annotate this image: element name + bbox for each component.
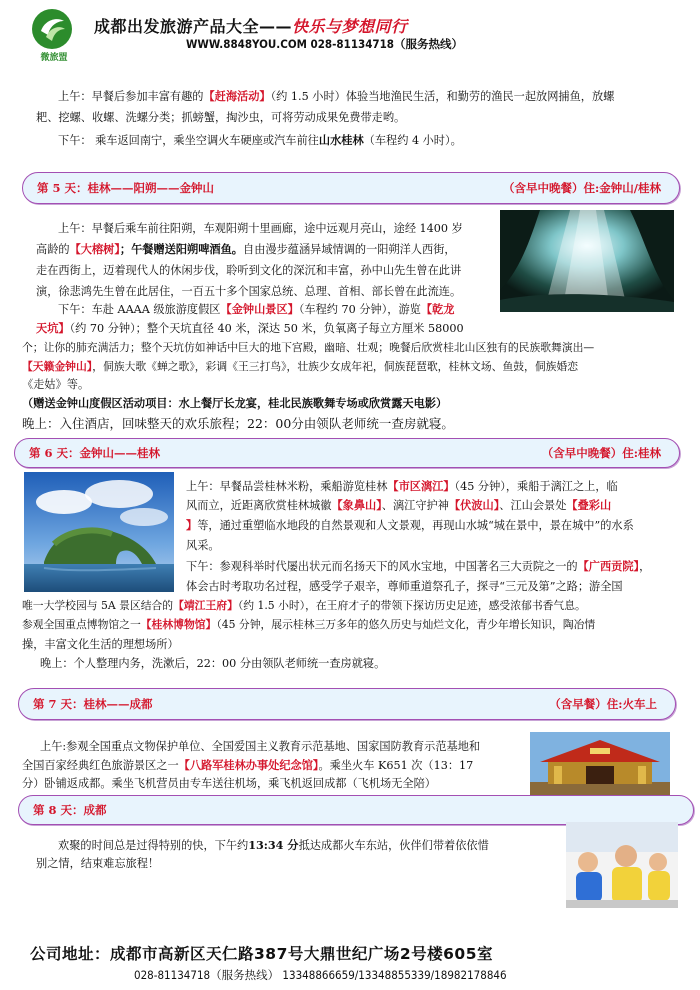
group-photo [566, 822, 678, 908]
day4-morning-line2: 耙、挖螺、收螺、洗螺分类；抓螃蟹，掏沙虫，可将劳动成果免费带走哟。 [36, 111, 406, 124]
contact-line: WWW.8848YOU.COM 028-81134718（服务热线） [186, 37, 464, 51]
day5-line8: 【天籁金钟山】，侗族大歌《蝉之歌》，彩调《王三打鸟》，壮族少女成年祀，侗族琵琶歌，桂林文场、鱼鼓，侗族婚恋 [22, 360, 579, 373]
day6-line5: 下午：参观科举时代屡出状元而名扬天下的风水宝地，中国著名三大贡院之一的【广西贡院】， [186, 559, 651, 573]
day5-line7: 个；让你的肺充满活力；整个天坑仿如神话中巨大的地下宫殿，幽暗、壮观；晚餐后欣赏桂北山区独有的民族歌舞演出— [22, 341, 595, 354]
day5-line3: 走在西街上，迈着现代人的休闲步伐，聆听到文化的深沉和丰富，孙中山先生曾在此讲 [36, 264, 462, 277]
day7-line1: 上午:参观全国重点文物保护单位、全国爱国主义教育示范基地、国家国防教育示范基地和 [40, 740, 481, 753]
company-address: 公司地址：成都市高新区天仁路387号大鼎世纪广场2号楼605室 [30, 945, 493, 963]
day8-banner [18, 795, 694, 825]
day5-banner [22, 172, 680, 204]
day4-afternoon: 下午： 乘车返回南宁，乘坐空调火车硬座或汽车前往山水桂林（车程约 4 小时）。 [58, 133, 462, 147]
day5-meals: （含早中晚餐）住:金钟山/桂林 [503, 181, 661, 195]
cave-photo [500, 210, 674, 312]
day5-line2: 高龄的【大榕树】；午餐赠送阳朔啤酒鱼。自由漫步蕴涵异域情调的一阳朔洋人西街， [36, 242, 456, 256]
day5-evening: 晚上：入住酒店，回味整天的欢乐旅程；22：00分由领队老师统一查房就寝。 [22, 416, 454, 431]
day6-meals: （含早中晚餐）住:桂林 [541, 446, 661, 460]
day6-line3: 】等，通过重塑临水地段的自然景观和人文景观，再现山水城“城在景中，景在城中”的水系 [186, 518, 634, 532]
day5-line9: 《走姑》等。 [22, 378, 90, 391]
day6-line2: 风而立，近距离欣赏桂林城徽【象鼻山】、漓江守护神【伏波山】、江山会景处【叠彩山 [186, 498, 612, 512]
day4-morning-line1: 上午：早餐后参加丰富有趣的【赶海活动】（约 1.5 小时）体验当地渔民生活，和勤劳的渔民一起放网捕鱼，放螺 [58, 89, 615, 103]
day5-free-items: （赠送金钟山度假区活动项目：水上餐厅长龙宴，桂北民族歌舞专场或欣赏露天电影） [22, 396, 448, 410]
day6-line8: 参观全国重点博物馆之一【桂林博物馆】（45 分钟，展示桂林三万多年的悠久历史与灿烂文化，青少年增长知识，陶冶情 [22, 618, 596, 631]
day8-line2: 别之情，结束难忘旅程！ [36, 857, 160, 870]
day5-line6: 天坑】（约 70 分钟）；整个天坑直径 40 米，深达 50 米，负氧离子每立方厘米 58000 [36, 321, 464, 335]
logo-text: 微旅盟 [40, 53, 68, 63]
day6-line4: 风采。 [186, 539, 220, 552]
day7-banner [18, 688, 676, 720]
day6-line7: 唯一大学校园与 5A 景区结合的【靖江王府】（约 1.5 小时），在王府才子的带领下探访历史足迹，感受浓郁书香气息。 [22, 599, 586, 612]
day6-line9: 操，丰富文化生活的理想场所） [22, 638, 179, 651]
memorial-hall-photo [530, 732, 670, 800]
day8-line1: 欢聚的时间总是过得特别的快，下午约13:34 分抵达成都火车东站，伙伴们带着依依惜 [58, 838, 489, 852]
day6-line1: 上午：早餐品尝桂林米粉，乘船游览桂林【市区漓江】（45 分钟），乘船于漓江之上，临 [186, 479, 618, 493]
company-logo [28, 7, 76, 55]
day7-meals: （含早餐）住:火车上 [549, 697, 657, 711]
day6-banner [14, 438, 680, 468]
day8-title: 第 8 天：成都 [33, 803, 107, 817]
page-title [94, 14, 408, 37]
day5-title: 第 5 天：桂林——阳朔——金钟山 [37, 181, 215, 195]
day5-line1: 上午：早餐后乘车前往阳朔，车观阳朔十里画廊，途中远观月亮山，途经 1400 岁 [58, 222, 463, 235]
title-text: 成都出发旅游产品大全—— [94, 17, 293, 36]
day7-title: 第 7 天：桂林——成都 [33, 697, 153, 711]
day6-line6: 体会古时考取功名过程，感受学子艰辛，尊师重道祭孔子，探寻“三元及第”之路；游全国 [186, 580, 623, 593]
company-phones: 028-81134718（服务热线） 13348866659/13348855339/18982178846 [134, 968, 507, 982]
day5-line4: 演，徐悲鸿先生曾在此居住，一百五十多个国家总统、总理、首相、部长曾在此流连。 [36, 285, 462, 298]
elephant-hill-photo [24, 472, 174, 592]
day7-line2: 全国百家经典红色旅游景区之一【八路军桂林办事处纪念馆】。乘坐火车 K651 次（13：17 [22, 758, 474, 772]
slogan-text: 快乐与梦想同行 [292, 17, 408, 36]
day6-title: 第 6 天：金钟山——桂林 [29, 446, 161, 460]
day7-line3: 分）卧铺返成都。乘坐飞机营员由专车送往机场，乘飞机返回成都（飞机场无全陪） [22, 777, 436, 790]
day6-evening: 晚上：个人整理内务，洗漱后，22：00 分由领队老师统一查房就寝。 [40, 657, 386, 670]
day5-line5: 下午：车赴 AAAA 级旅游度假区【金钟山景区】（车程约 70 分钟），游览【乾龙 [58, 302, 455, 316]
